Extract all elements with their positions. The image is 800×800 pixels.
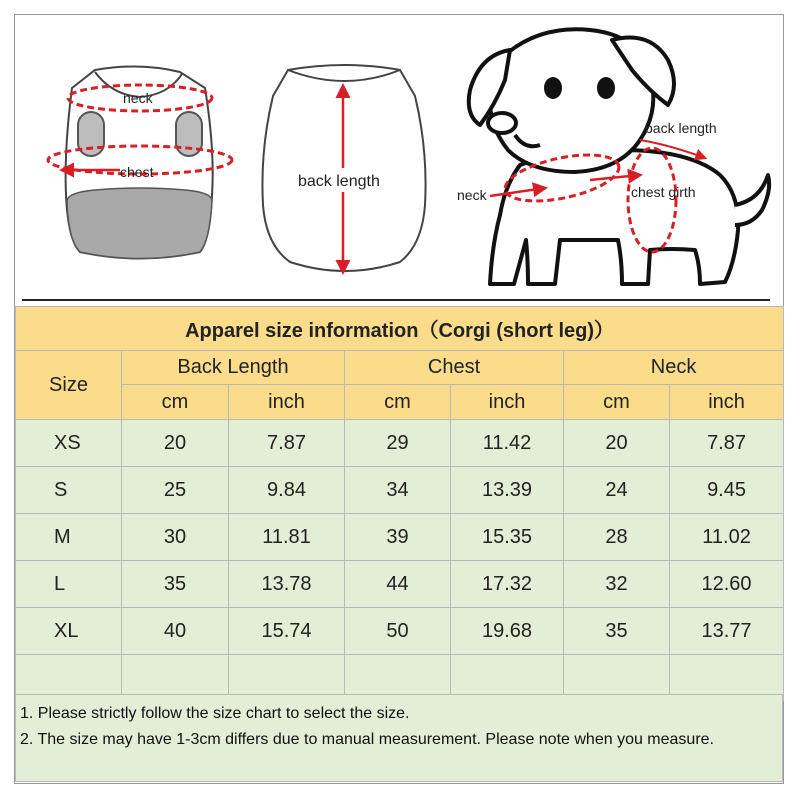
table-cell: 11.81	[229, 514, 345, 561]
table-cell: 28	[564, 514, 670, 561]
neck-header: Neck	[564, 351, 784, 385]
vest-front-view-icon	[48, 66, 232, 258]
table-cell: 35	[122, 561, 229, 608]
table-cell: 19.68	[451, 608, 564, 655]
table-cell: 9.45	[670, 467, 784, 514]
table-row	[16, 608, 784, 655]
table-cell: 20	[122, 420, 229, 467]
dog-chest-girth-label: chest girth	[631, 184, 696, 200]
table-cell: 32	[564, 561, 670, 608]
table-cell: 24	[564, 467, 670, 514]
table-cell: 20	[564, 420, 670, 467]
table-cell: 15.74	[229, 608, 345, 655]
size-header: Size	[16, 351, 122, 420]
note-line: 1. Please strictly follow the size chart to select the size.	[20, 705, 410, 722]
table-title: Apparel size information（Corgi (short leg)）	[16, 307, 784, 351]
table-cell: 25	[122, 467, 229, 514]
table-cell: 15.35	[451, 514, 564, 561]
size-cell: S	[16, 467, 122, 514]
table-cell: 11.02	[670, 514, 784, 561]
table-cell: 29	[345, 420, 451, 467]
table-cell: 17.32	[451, 561, 564, 608]
table-cell: 13.78	[229, 561, 345, 608]
divider-line	[22, 299, 770, 301]
unit-header: inch	[451, 385, 564, 420]
size-table	[15, 306, 784, 701]
table-cell: 44	[345, 561, 451, 608]
chest-header: Chest	[345, 351, 564, 385]
size-cell: L	[16, 561, 122, 608]
note-line: 2. The size may have 1-3cm differs due to manual measurement. Please note when you measure.	[20, 731, 714, 748]
size-cell: M	[16, 514, 122, 561]
front-neck-label: neck	[123, 90, 153, 106]
table-cell: 9.84	[229, 467, 345, 514]
back-length-label: back length	[298, 173, 380, 190]
table-cell: 30	[122, 514, 229, 561]
size-cell: XS	[16, 420, 122, 467]
dog-back-length-label: back length	[645, 120, 717, 136]
table-cell: 34	[345, 467, 451, 514]
unit-header: cm	[345, 385, 451, 420]
size-cell: XL	[16, 608, 122, 655]
front-chest-label: chest	[120, 164, 154, 180]
table-cell: 12.60	[670, 561, 784, 608]
table-cell: 7.87	[229, 420, 345, 467]
notes-box	[15, 694, 783, 782]
measurement-illustration	[0, 0, 800, 300]
unit-header: inch	[670, 385, 784, 420]
table-cell: 50	[345, 608, 451, 655]
table-cell: 40	[122, 608, 229, 655]
dog-neck-label: neck	[457, 187, 487, 203]
table-cell: 35	[564, 608, 670, 655]
table-cell: 13.39	[451, 467, 564, 514]
table-cell: 7.87	[670, 420, 784, 467]
table-row	[16, 514, 784, 561]
table-cell: 11.42	[451, 420, 564, 467]
table-row	[16, 420, 784, 467]
table-row	[16, 561, 784, 608]
table-row	[16, 467, 784, 514]
back-length-header: Back Length	[122, 351, 345, 385]
table-cell: 39	[345, 514, 451, 561]
dog-outline-icon	[469, 29, 769, 284]
unit-header: cm	[564, 385, 670, 420]
vest-back-view-icon	[262, 65, 425, 272]
unit-header: inch	[229, 385, 345, 420]
table-cell: 13.77	[670, 608, 784, 655]
unit-header: cm	[122, 385, 229, 420]
